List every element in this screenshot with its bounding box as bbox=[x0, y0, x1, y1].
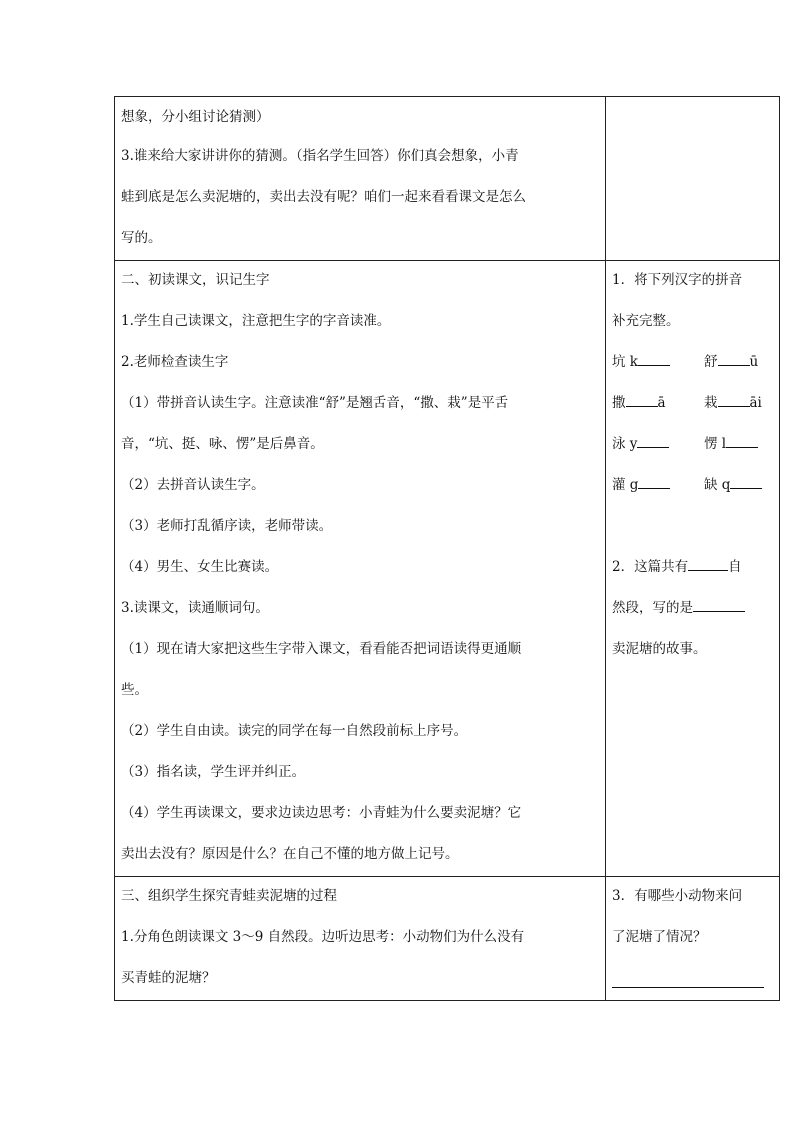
hanzi: 灌 bbox=[612, 477, 626, 493]
pinyin-item bbox=[704, 425, 758, 466]
pinyin-prefix: k bbox=[629, 354, 638, 370]
pinyin-item bbox=[704, 466, 762, 507]
pinyin-pair-row bbox=[612, 384, 773, 425]
text-line: （2）去拼音认读生字。 bbox=[121, 477, 265, 493]
question-2-prefix: 2．这篇共有 bbox=[612, 559, 689, 575]
answer-blank[interactable] bbox=[730, 474, 762, 489]
lesson-steps-cell bbox=[115, 261, 606, 877]
text-line: （1）带拼音认读生字。注意读准“舒”是翘舌音，“撒、栽”是平舌 bbox=[121, 395, 509, 411]
text-line: 3.读课文，读通顺词句。 bbox=[121, 600, 269, 616]
question-3-text: 3．有哪些小动物来问 bbox=[612, 888, 743, 904]
lesson-plan-table bbox=[114, 96, 780, 1001]
question-2-middle: 然段，写的是 bbox=[612, 600, 693, 616]
pinyin-prefix: g bbox=[629, 477, 639, 493]
answer-blank[interactable] bbox=[693, 597, 745, 612]
hanzi: 愣 bbox=[704, 436, 718, 452]
question-2-text bbox=[612, 589, 773, 630]
text-line: （2）学生自由读。读完的同学在每一自然段前标上序号。 bbox=[121, 723, 468, 739]
pinyin-prefix: y bbox=[629, 436, 638, 452]
spacer bbox=[612, 507, 773, 548]
pinyin-prefix: l bbox=[721, 436, 727, 452]
section-heading: 二、初读课文，识记生字 bbox=[121, 272, 270, 288]
text-line: 2.老师检查读生字 bbox=[121, 354, 229, 370]
pinyin-item bbox=[704, 384, 762, 425]
hanzi: 缺 bbox=[704, 477, 718, 493]
pinyin-item bbox=[612, 384, 704, 425]
question-3-text: 了泥塘了情况？ bbox=[612, 929, 707, 945]
pinyin-suffix: ū bbox=[749, 354, 759, 370]
answer-blank[interactable] bbox=[688, 556, 728, 571]
lesson-steps-cell bbox=[115, 97, 606, 261]
hanzi: 撒 bbox=[612, 395, 626, 411]
lesson-steps-cell bbox=[115, 877, 606, 1001]
text-line: （1）现在请大家把这些生字带入课文，看看能否把词语读得更通顺 bbox=[121, 641, 522, 657]
exercise-cell bbox=[606, 877, 780, 1001]
pinyin-pair-row bbox=[612, 343, 773, 384]
text-line: （4）男生、女生比赛读。 bbox=[121, 559, 279, 575]
text-line: 想象，分小组讨论猜测） bbox=[121, 109, 270, 125]
pinyin-item bbox=[612, 466, 704, 507]
hanzi: 舒 bbox=[704, 354, 718, 370]
hanzi: 栽 bbox=[704, 395, 718, 411]
exercise-cell bbox=[606, 261, 780, 877]
exercise-cell bbox=[606, 97, 780, 261]
answer-blank[interactable] bbox=[718, 392, 750, 407]
question-2-text: 卖泥塘的故事。 bbox=[612, 641, 707, 657]
hanzi: 坑 bbox=[612, 354, 626, 370]
answer-blank[interactable] bbox=[638, 474, 670, 489]
table-row bbox=[115, 877, 780, 1001]
pinyin-suffix: āi bbox=[749, 395, 762, 411]
text-line: 写的。 bbox=[121, 230, 162, 246]
answer-blank[interactable] bbox=[637, 433, 669, 448]
answer-blank[interactable] bbox=[612, 973, 764, 988]
answer-blank[interactable] bbox=[638, 351, 670, 366]
text-line: 些。 bbox=[121, 682, 148, 698]
pinyin-item bbox=[612, 343, 704, 384]
text-line: 买青蛙的泥塘？ bbox=[121, 970, 216, 986]
text-line: （4）学生再读课文，要求边读边思考：小青蛙为什么要卖泥塘？它 bbox=[121, 805, 522, 821]
pinyin-prefix: q bbox=[721, 477, 731, 493]
text-line: 蛙到底是怎么卖泥塘的，卖出去没有呢？咱们一起来看看课文是怎么 bbox=[121, 189, 526, 205]
question-1-text: 1．将下列汉字的拼音 bbox=[612, 272, 743, 288]
pinyin-item bbox=[612, 425, 704, 466]
question-1-text: 补充完整。 bbox=[612, 313, 680, 329]
text-line: （3）指名读，学生评并纠正。 bbox=[121, 764, 306, 780]
answer-blank[interactable] bbox=[718, 351, 750, 366]
section-heading: 三、组织学生探究青蛙卖泥塘的过程 bbox=[121, 888, 337, 904]
text-line: 1.学生自己读课文，注意把生字的字音读准。 bbox=[121, 313, 391, 329]
answer-line-row bbox=[612, 959, 773, 1000]
question-2-text bbox=[612, 548, 773, 589]
pinyin-suffix: ā bbox=[657, 395, 666, 411]
text-line: 1.分角色朗读课文 3～9 自然段。边听边思考：小动物们为什么没有 bbox=[121, 929, 525, 945]
text-line: 卖出去没有？原因是什么？在自己不懂的地方做上记号。 bbox=[121, 846, 459, 862]
pinyin-item bbox=[704, 343, 758, 384]
pinyin-pair-row bbox=[612, 425, 773, 466]
question-2-suffix: 自 bbox=[728, 559, 742, 575]
table-row bbox=[115, 261, 780, 877]
text-line: 音，“坑、挺、咏、愣”是后鼻音。 bbox=[121, 436, 324, 452]
hanzi: 泳 bbox=[612, 436, 626, 452]
answer-blank[interactable] bbox=[626, 392, 658, 407]
text-line: 3.谁来给大家讲讲你的猜测。（指名学生回答）你们真会想象，小青 bbox=[121, 148, 519, 164]
answer-blank[interactable] bbox=[726, 433, 758, 448]
table-row bbox=[115, 97, 780, 261]
pinyin-pair-row bbox=[612, 466, 773, 507]
text-line: （3）老师打乱循序读，老师带读。 bbox=[121, 518, 333, 534]
